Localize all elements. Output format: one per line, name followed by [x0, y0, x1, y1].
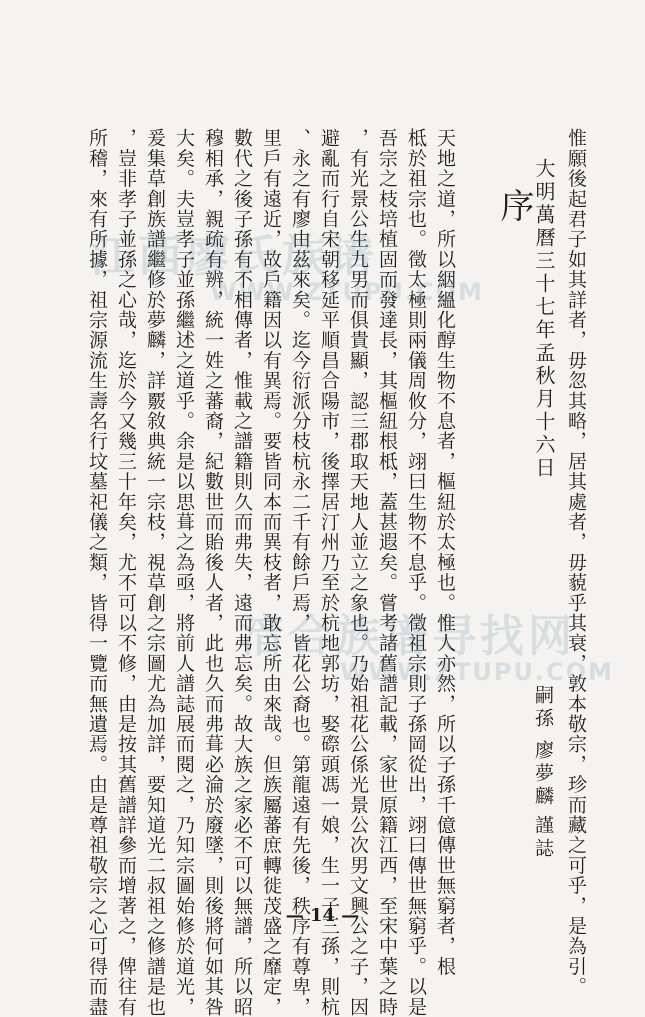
preface-column: 避亂而行自宋朝移延平順昌合陽市，後擇居汀州乃至於杭地郭坊，娶磜頭馮一娘，生一子三孫，則杭	[318, 128, 340, 1017]
preface-heading: 序	[494, 188, 534, 224]
signer-title: 嗣孫	[532, 685, 554, 731]
preface-column: 天地之道，所以絪縕化醇生物不息者，樞紐於太極也。惟人亦然，所以子孫千億傳世無窮者，根	[434, 128, 456, 977]
signer-action: 謹誌	[532, 815, 554, 861]
preface-column: 吾宗之枝培植固而發達長，其樞紐根柢，蓋甚遐矣。嘗考諸舊譜記載，家世原籍江西，至宋中葉之時	[376, 128, 398, 1017]
preface-column: 所稽，來有所據，祖宗源流生壽名行坟墓祀儀之類，皆得一覽而無遺焉。由是尊祖敬宗之心可得而盡	[86, 128, 108, 1017]
watermark-url: WWW.ZTUPU.COM	[340, 658, 614, 686]
preface-column: 數代之後子孫有不相傳者，惟載之譜籍則久而弗失，遠而弗忘矣。故大族之家必不可以無譜，所以昭	[231, 128, 253, 1017]
watermark-text: 江西廖氏族谱	[90, 231, 378, 282]
preface-column: 穆相承，親疏有辨，統一姓之蕃裔，紀數世而貽後人者，此也久而弗葺必淪於廢墜，則後將何如其咎	[202, 128, 224, 1017]
page-number: — 14 —	[285, 905, 360, 926]
prior-text-line: 惟願後起君子如其詳者，毋忽其略，居其處者，毋藐乎其衰，敦本敬宗，珍而藏之可乎，是為引。	[565, 128, 587, 997]
date-line: 大明萬曆三十七年孟秋月十六日	[532, 158, 556, 480]
watermark-text: 湆合族谱寻找网	[240, 611, 576, 662]
preface-column: 大矣。夫豈孝子並孫繼述之道乎。余是以思葺之為亟，將前人譜誌展而閱之，乃知宗圖始修於道光，	[173, 128, 195, 1017]
preface-column: 、永之有廖由茲來矣。迄今衍派分枝杭永二千有餘戶焉，皆花公裔也。第龍遠有先後，秩序有尊卑，	[289, 128, 311, 1017]
preface-column: 柢於祖宗也。徵太極則兩儀周攸分，翊曰生物不息乎。徵祖宗則子孫岡從出，翊曰傳世無窮乎。以是	[405, 128, 427, 1017]
preface-column: 里戶有遠近，故戶籍因以有異焉。要皆同本而異枝者，敢忘所由來哉。但族屬蕃庶轉徙茂盛之靡定，	[260, 128, 282, 1017]
preface-column: ，豈非孝子並孫之心哉，迄於今又幾三十年矣，尤不可以不修，由是按其舊譜詳參而增著之，俾往有	[115, 128, 137, 1017]
watermark-url: WWW.ZTUPU.COM	[210, 278, 484, 306]
preface-column: ，有光景公生九男而俱貴顯，認三郡取天地人並立之象也。乃始祖花公係光景公次男文興公之子，因	[347, 128, 369, 1017]
signer-name: 廖夢麟	[532, 740, 554, 809]
preface-column: 爰集草創族譜繼修於夢麟，詳覈敘典統一宗枝，視草創之宗圖尤為加詳，要知道光二叔祖之修譜是也	[144, 128, 166, 1017]
